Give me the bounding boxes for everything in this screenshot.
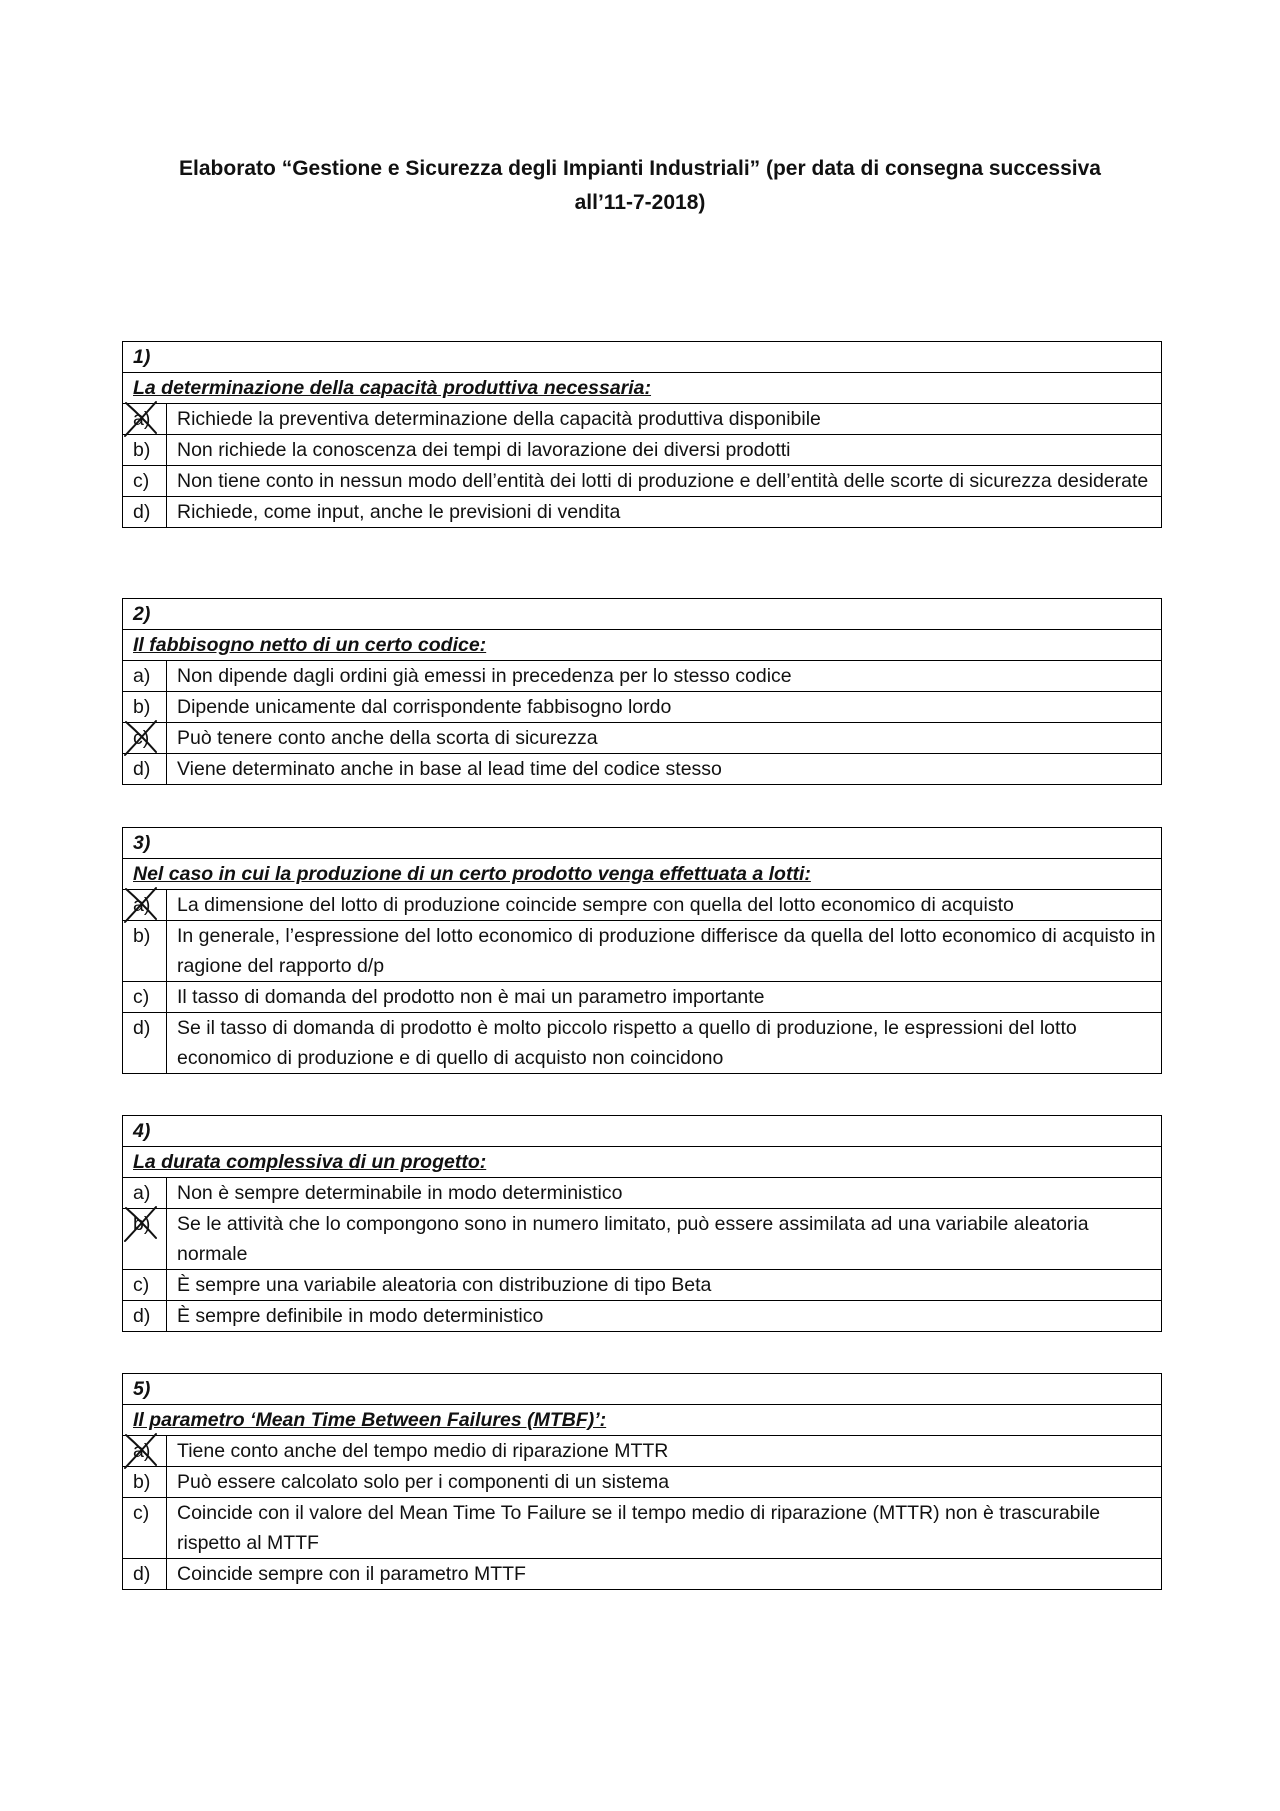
option-letter-text: a) xyxy=(133,665,151,687)
option-text: È sempre definibile in modo deterministico xyxy=(167,1301,1162,1332)
option-text: Tiene conto anche del tempo medio di riparazione MTTR xyxy=(167,1436,1162,1467)
answer-option xyxy=(123,404,1162,435)
option-text: Non dipende dagli ordini già emessi in precedenza per lo stesso codice xyxy=(167,661,1162,692)
question-table xyxy=(122,1115,1162,1332)
option-letter xyxy=(123,466,167,497)
option-letter xyxy=(123,497,167,528)
option-letter xyxy=(123,754,167,785)
option-letter xyxy=(123,1498,167,1559)
option-letter xyxy=(123,435,167,466)
question-stem: La determinazione della capacità produttiva necessaria: xyxy=(123,373,1162,404)
option-letter-text: b) xyxy=(133,439,151,461)
option-text: Se il tasso di domanda di prodotto è molto piccolo rispetto a quello di produzione, le espressioni del lotto economico di produzione e di quello di acquisto non coincidono xyxy=(167,1013,1162,1074)
option-letter-text: b) xyxy=(133,1213,151,1235)
option-text: Dipende unicamente dal corrispondente fabbisogno lordo xyxy=(167,692,1162,723)
option-letter xyxy=(123,982,167,1013)
option-text: La dimensione del lotto di produzione coincide sempre con quella del lotto economico di acquisto xyxy=(167,890,1162,921)
cross-mark-icon xyxy=(123,400,161,438)
option-letter xyxy=(123,1467,167,1498)
option-letter-text: a) xyxy=(133,408,151,430)
option-letter-text: b) xyxy=(133,925,151,947)
answer-option xyxy=(123,1436,1162,1467)
option-letter xyxy=(123,890,167,921)
option-letter xyxy=(123,404,167,435)
option-letter-text: c) xyxy=(133,986,150,1008)
question-number: 4) xyxy=(123,1116,1162,1147)
answer-option xyxy=(123,1467,1162,1498)
document-title xyxy=(0,152,1280,220)
cross-mark-icon xyxy=(123,1205,161,1243)
option-text: Non richiede la conoscenza dei tempi di lavorazione dei diversi prodotti xyxy=(167,435,1162,466)
option-text: Richiede, come input, anche le previsioni di vendita xyxy=(167,497,1162,528)
question-stem: Il parametro ‘Mean Time Between Failures (MTBF)’: xyxy=(123,1405,1162,1436)
option-text: Il tasso di domanda del prodotto non è mai un parametro importante xyxy=(167,982,1162,1013)
answer-option xyxy=(123,1498,1162,1559)
option-text: Può tenere conto anche della scorta di sicurezza xyxy=(167,723,1162,754)
answer-option xyxy=(123,982,1162,1013)
option-letter-text: b) xyxy=(133,1471,151,1493)
option-text: Non è sempre determinabile in modo deterministico xyxy=(167,1178,1162,1209)
answer-option xyxy=(123,497,1162,528)
option-text: Richiede la preventiva determinazione della capacità produttiva disponibile xyxy=(167,404,1162,435)
option-letter xyxy=(123,1270,167,1301)
question-table xyxy=(122,341,1162,528)
answer-option xyxy=(123,723,1162,754)
option-letter-text: c) xyxy=(133,727,150,749)
question-stem: La durata complessiva di un progetto: xyxy=(123,1147,1162,1178)
cross-mark-icon xyxy=(123,1432,161,1470)
question-number: 2) xyxy=(123,599,1162,630)
question-number: 3) xyxy=(123,828,1162,859)
question-stem: Il fabbisogno netto di un certo codice: xyxy=(123,630,1162,661)
option-letter-text: d) xyxy=(133,758,151,780)
option-letter-text: b) xyxy=(133,696,151,718)
answer-option xyxy=(123,1301,1162,1332)
answer-option xyxy=(123,1209,1162,1270)
option-letter-text: a) xyxy=(133,894,151,916)
option-letter-text: d) xyxy=(133,1017,151,1039)
option-letter-text: c) xyxy=(133,1502,150,1524)
option-text: Non tiene conto in nessun modo dell’entità dei lotti di produzione e dell’entità delle scorte di sicurezza desiderate xyxy=(167,466,1162,497)
option-text: Può essere calcolato solo per i componenti di un sistema xyxy=(167,1467,1162,1498)
answer-option xyxy=(123,1270,1162,1301)
answer-option xyxy=(123,466,1162,497)
option-text: È sempre una variabile aleatoria con distribuzione di tipo Beta xyxy=(167,1270,1162,1301)
option-letter xyxy=(123,1209,167,1270)
cross-mark-icon xyxy=(123,886,161,924)
option-letter xyxy=(123,1559,167,1590)
option-letter-text: c) xyxy=(133,470,150,492)
answer-option xyxy=(123,754,1162,785)
option-text: In generale, l’espressione del lotto economico di produzione differisce da quella del lotto economico di acquisto in ragione del rapporto d/p xyxy=(167,921,1162,982)
option-letter-text: a) xyxy=(133,1440,151,1462)
answer-option xyxy=(123,1559,1162,1590)
answer-option xyxy=(123,1178,1162,1209)
option-letter xyxy=(123,661,167,692)
option-letter-text: d) xyxy=(133,501,151,523)
option-letter xyxy=(123,1436,167,1467)
question-number: 1) xyxy=(123,342,1162,373)
question-table xyxy=(122,1373,1162,1590)
answer-option xyxy=(123,692,1162,723)
option-text: Se le attività che lo compongono sono in numero limitato, può essere assimilata ad una variabile aleatoria normale xyxy=(167,1209,1162,1270)
option-letter-text: d) xyxy=(133,1305,151,1327)
answer-option xyxy=(123,921,1162,982)
option-text: Coincide sempre con il parametro MTTF xyxy=(167,1559,1162,1590)
cross-mark-icon xyxy=(123,719,161,757)
question-table xyxy=(122,827,1162,1074)
answer-option xyxy=(123,890,1162,921)
question-number: 5) xyxy=(123,1374,1162,1405)
option-letter xyxy=(123,1013,167,1074)
option-letter xyxy=(123,1178,167,1209)
question-stem: Nel caso in cui la produzione di un certo prodotto venga effettuata a lotti: xyxy=(123,859,1162,890)
answer-option xyxy=(123,661,1162,692)
option-letter-text: d) xyxy=(133,1563,151,1585)
option-letter xyxy=(123,692,167,723)
title-line-2: all’11-7-2018) xyxy=(574,191,706,214)
option-text: Coincide con il valore del Mean Time To Failure se il tempo medio di riparazione (MTTR) non è trascurabile rispetto al MTTF xyxy=(167,1498,1162,1559)
option-letter xyxy=(123,921,167,982)
question-table xyxy=(122,598,1162,785)
option-letter-text: a) xyxy=(133,1182,151,1204)
option-letter xyxy=(123,723,167,754)
title-line-1: Elaborato “Gestione e Sicurezza degli Impianti Industriali” (per data di consegna successiva xyxy=(179,157,1101,180)
answer-option xyxy=(123,435,1162,466)
option-letter-text: c) xyxy=(133,1274,150,1296)
option-letter xyxy=(123,1301,167,1332)
option-text: Viene determinato anche in base al lead time del codice stesso xyxy=(167,754,1162,785)
answer-option xyxy=(123,1013,1162,1074)
